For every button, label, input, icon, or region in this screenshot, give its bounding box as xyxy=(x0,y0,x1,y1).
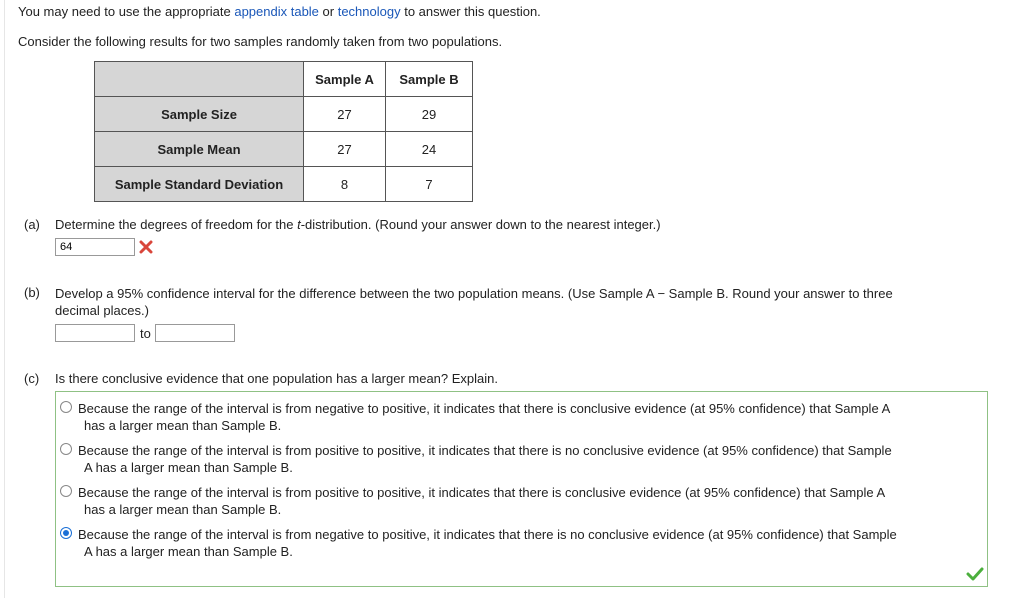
technology-link[interactable]: technology xyxy=(337,4,401,19)
cell-mean-b: 24 xyxy=(386,132,473,167)
appendix-table-link[interactable]: appendix table xyxy=(234,4,319,19)
samples-table xyxy=(94,61,473,202)
ci-lower-input[interactable] xyxy=(55,324,135,342)
to-label: to xyxy=(140,326,151,341)
part-b-label: (b) xyxy=(24,285,40,300)
part-c-label: (c) xyxy=(24,371,40,386)
radio-option-2[interactable] xyxy=(60,443,72,455)
part-b-question: Develop a 95% confidence interval for the difference between the two population means. (Use Sample A − Sample B. Round your answer to three decimal places.) xyxy=(55,286,893,318)
row-label-sample-size: Sample Size xyxy=(95,97,304,132)
cell-mean-a: 27 xyxy=(304,132,386,167)
row-label-sample-sd: Sample Standard Deviation xyxy=(95,167,304,202)
table-row xyxy=(95,132,473,167)
left-rule xyxy=(4,0,5,598)
cell-size-a: 27 xyxy=(304,97,386,132)
cell-size-b: 29 xyxy=(386,97,473,132)
radio-option-3[interactable] xyxy=(60,485,72,497)
header-sample-b: Sample B xyxy=(386,62,473,97)
cell-sd-a: 8 xyxy=(304,167,386,202)
cell-sd-b: 7 xyxy=(386,167,473,202)
part-a-question: Determine the degrees of freedom for the t-distribution. (Round your answer down to the nearest integer.) xyxy=(55,217,661,232)
table-row xyxy=(95,167,473,202)
radio-option-4-selected[interactable] xyxy=(60,527,72,539)
incorrect-x-icon xyxy=(139,240,153,254)
ci-upper-input[interactable] xyxy=(155,324,235,342)
radio-option-1[interactable] xyxy=(60,401,72,413)
row-label-sample-mean: Sample Mean xyxy=(95,132,304,167)
intro-line: You may need to use the appropriate appendix table or technology to answer this question. xyxy=(18,4,541,19)
part-a-label: (a) xyxy=(24,217,40,232)
correct-check-icon xyxy=(966,567,984,581)
header-sample-a: Sample A xyxy=(304,62,386,97)
table-row xyxy=(95,97,473,132)
table-corner xyxy=(95,62,304,97)
part-c-question: Is there conclusive evidence that one population has a larger mean? Explain. xyxy=(55,371,499,386)
consider-text: Consider the following results for two samples randomly taken from two populations. xyxy=(18,34,503,49)
degrees-of-freedom-input[interactable] xyxy=(55,238,135,256)
